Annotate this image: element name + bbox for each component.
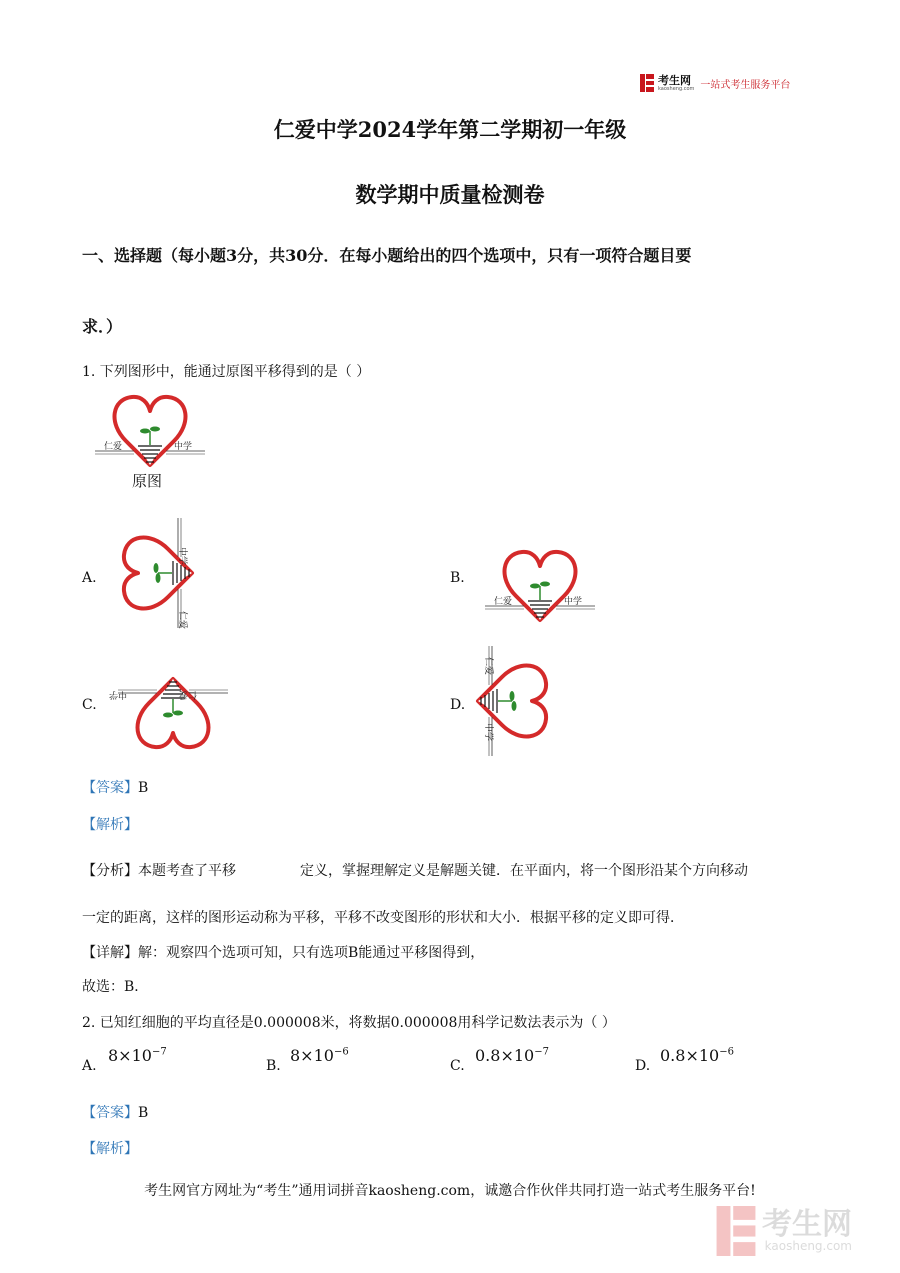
- title-line-2: 数学期中质量检测卷: [355, 182, 545, 207]
- figure-label-left: 仁爱: [104, 442, 123, 452]
- q2-option-b-value: [290, 1046, 349, 1065]
- section-heading: 一、选择题（每小题3分，共30分．在每小题给出的四个选项中，只有一项符合题目要: [82, 246, 692, 265]
- q2-option-a-base: 8×10: [108, 1046, 152, 1065]
- figure-label-right: 中学: [174, 442, 193, 452]
- q2-option-a-label: A.: [82, 1058, 97, 1074]
- option-b-label-right: 中学: [564, 597, 583, 607]
- footer-text: 考生网官方网址为“考生”通用词拼音kaosheng.com，诚邀合作伙伴共同打造一站式考生服务平台!: [144, 1183, 756, 1199]
- q1-fenxi-line1: [82, 861, 236, 881]
- q1-option-d-figure: [478, 646, 558, 756]
- watermark-domain: kaosheng.com: [764, 1239, 852, 1253]
- watermark-name: 考生网: [762, 1207, 852, 1242]
- q2-option-b-label: B.: [266, 1058, 281, 1074]
- q2-answer-tag: 【答案】: [82, 1105, 138, 1121]
- q1-answer-value: B: [138, 780, 149, 796]
- brand-header: [640, 72, 790, 94]
- option-d-label-bottom: 中学: [483, 723, 493, 742]
- q1-answer: [82, 778, 148, 798]
- q2-analysis-tag: 【解析】: [82, 1141, 138, 1157]
- q2-stem: 2. 已知红细胞的平均直径是0.000008米，将数据0.000008用科学记数法表示为（ ）: [82, 1015, 616, 1031]
- q2-answer-value: B: [138, 1105, 149, 1121]
- q1-answer-tag: 【答案】: [82, 780, 138, 796]
- q1-option-b-label: B.: [450, 570, 465, 586]
- watermark: [716, 1206, 852, 1256]
- q1-detail: [82, 943, 484, 963]
- q1-fenxi-line2: 一定的距离，这样的图形运动称为平移，平移不改变图形的形状和大小．根据平移的定义即可得．: [82, 910, 684, 926]
- option-a-label-bottom: 仁爱: [177, 611, 187, 630]
- q1-stem: 1. 下列图形中，能通过原图平移得到的是（ ）: [82, 364, 371, 380]
- q1-figure-caption: 原图: [132, 472, 163, 490]
- q2-option-c-label: C.: [450, 1058, 465, 1074]
- watermark-text: [762, 1207, 852, 1253]
- q2-option-c-value: [475, 1046, 549, 1065]
- watermark-logo-icon: [716, 1206, 756, 1256]
- brand-domain: kaosheng.com: [658, 85, 695, 92]
- brand-text: [658, 75, 694, 92]
- option-b-label-left: 仁爱: [494, 597, 513, 607]
- q2-option-d-value: [660, 1046, 734, 1065]
- title-line-1: 仁爱中学2024学年第二学期初一年级: [273, 117, 627, 142]
- q1-option-d-label: D.: [450, 697, 466, 713]
- option-a-label-top: 中学: [177, 547, 187, 566]
- q2-option-d-label: D.: [635, 1058, 651, 1074]
- q2-option-c-base: 0.8×10: [475, 1046, 535, 1065]
- q1-fenxi-line1a: 本题考查了平移: [138, 863, 236, 879]
- q2-option-b-exp: −6: [333, 1046, 349, 1058]
- q1-original-figure: [90, 393, 210, 468]
- q2-option-a-exp: −7: [151, 1046, 167, 1058]
- q2-option-d-exp: −6: [719, 1046, 734, 1058]
- q1-fenxi-line1b: 定义，掌握理解定义是解题关键．在平面内，将一个图形沿某个方向移动: [300, 863, 748, 879]
- q1-option-c-figure: [108, 676, 233, 751]
- option-d-label-top: 仁爱: [483, 657, 493, 676]
- q2-option-a-value: [108, 1046, 167, 1065]
- q1-fenxi-tag: 【分析】: [82, 863, 138, 879]
- brand-logo-icon: [640, 74, 654, 92]
- q1-detail-tag: 【详解】: [82, 945, 138, 961]
- q2-option-c-exp: −7: [534, 1046, 549, 1058]
- brand-slogan: 一站式考生服务平台: [700, 79, 791, 91]
- q1-option-a-label: A.: [82, 570, 97, 586]
- brand-name: 考生网: [658, 73, 691, 87]
- option-c-label-left: 中学: [108, 689, 127, 699]
- q2-answer: [82, 1103, 148, 1123]
- q1-option-a-figure: [112, 518, 192, 628]
- section-heading-cont: 求．）: [82, 317, 123, 336]
- q1-analysis-tag: 【解析】: [82, 817, 138, 833]
- q1-conclusion: 故选：B．: [82, 979, 149, 995]
- option-c-label-right: 仁爱: [178, 689, 197, 699]
- q1-option-c-label: C.: [82, 697, 97, 713]
- q2-option-b-base: 8×10: [290, 1046, 334, 1065]
- q1-option-b-figure: [480, 548, 600, 623]
- q2-option-d-base: 0.8×10: [660, 1046, 720, 1065]
- q1-detail-text: 解：观察四个选项可知，只有选项B能通过平移图得到，: [138, 945, 485, 961]
